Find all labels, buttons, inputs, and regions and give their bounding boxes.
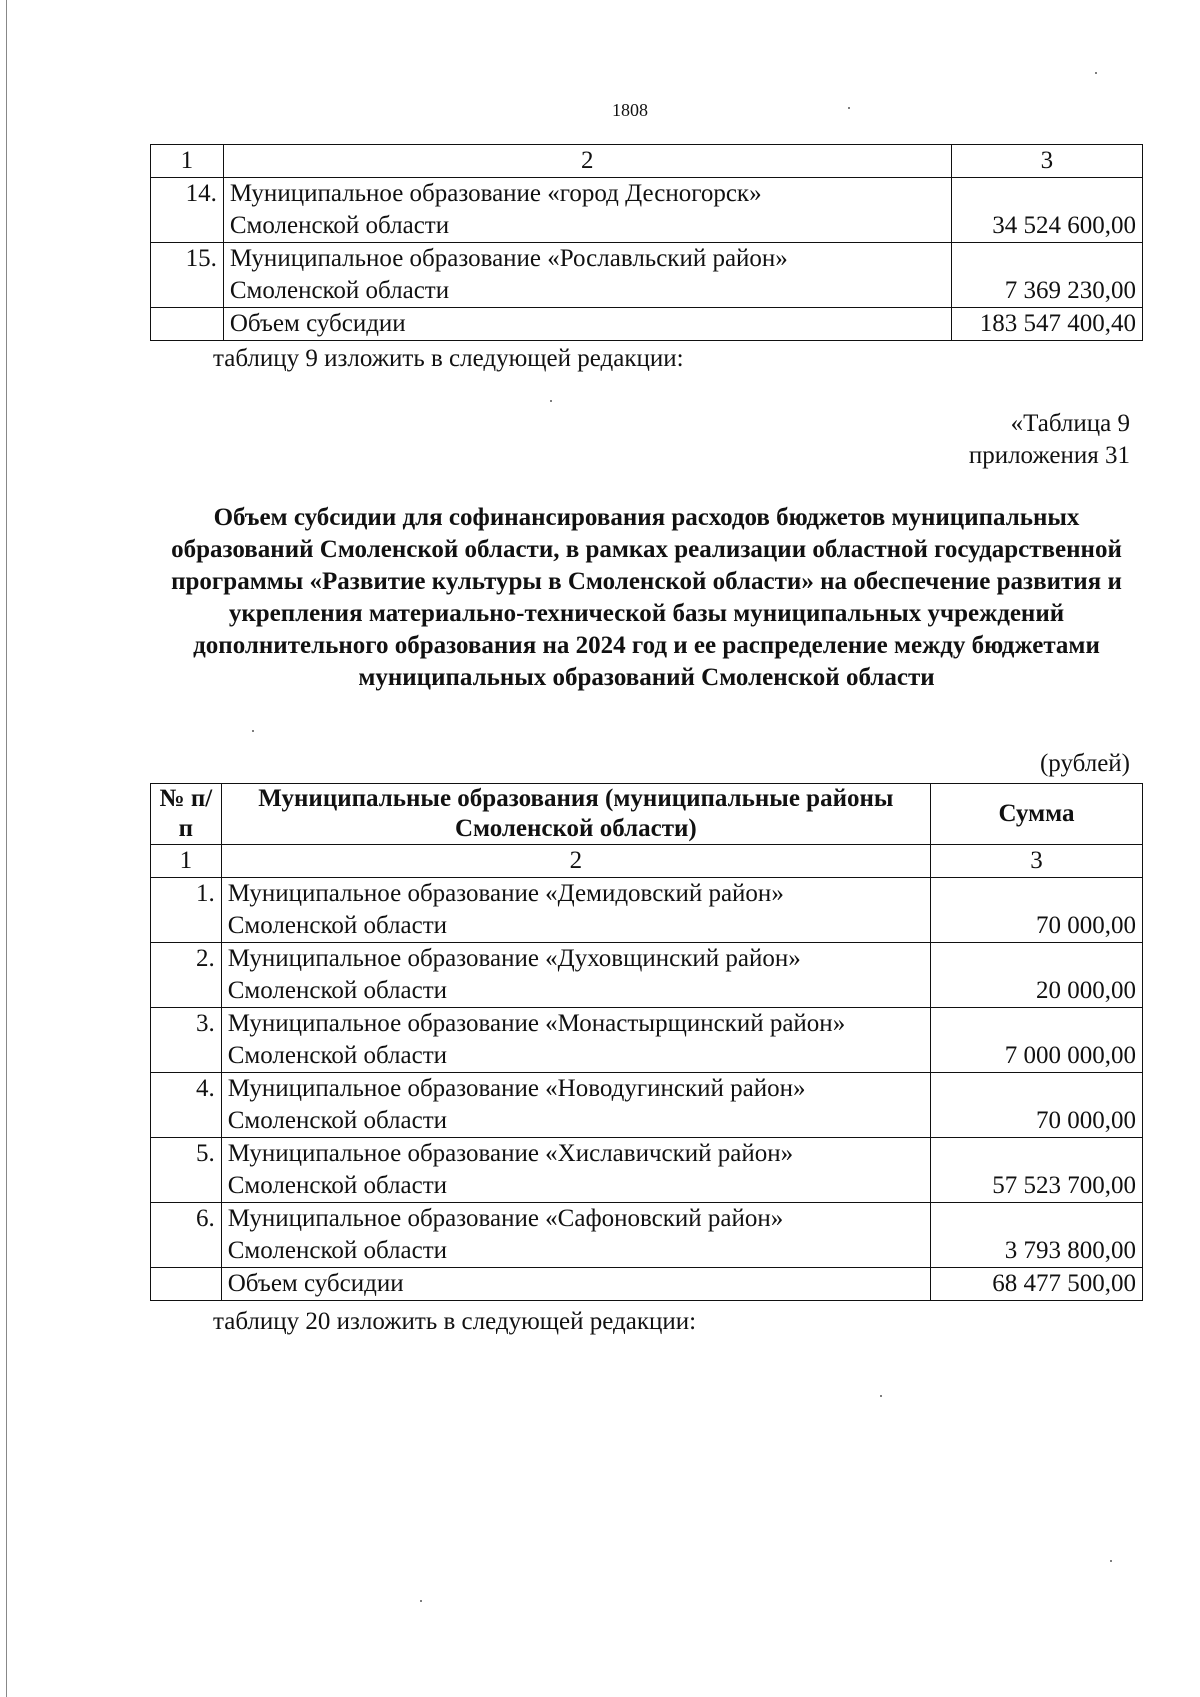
total-row xyxy=(151,1268,1143,1301)
column-number: 1 xyxy=(151,845,222,878)
table-row xyxy=(151,1008,1143,1073)
total-amount: 183 547 400,40 xyxy=(951,308,1142,341)
subsidy-amount: 7 369 230,00 xyxy=(951,243,1142,308)
municipality-region-line: Смоленской области xyxy=(227,1172,448,1199)
total-amount: 68 477 500,00 xyxy=(930,1268,1142,1301)
row-number: 3. xyxy=(151,1008,222,1073)
scan-speck xyxy=(1095,72,1097,74)
row-number: 4. xyxy=(151,1073,222,1138)
municipality-region-line: Смоленской области xyxy=(227,1237,448,1264)
previous-table xyxy=(150,144,1143,341)
subsidy-amount: 3 793 800,00 xyxy=(930,1203,1142,1268)
empty-cell xyxy=(151,1268,222,1301)
table-row xyxy=(151,1203,1143,1268)
empty-cell xyxy=(151,308,224,341)
total-label: Объем субсидии xyxy=(223,308,951,341)
column-number-row xyxy=(151,845,1143,878)
scan-speck xyxy=(880,1395,882,1397)
column-number: 2 xyxy=(223,145,951,178)
scan-edge xyxy=(6,0,7,1697)
row-number: 2. xyxy=(151,943,222,1008)
units-label: (рублей) xyxy=(1039,750,1130,777)
scan-speck xyxy=(848,107,850,109)
municipality-name-line: Муниципальное образование «Новодугинский район» xyxy=(227,1075,806,1102)
municipality-name-line: Муниципальное образование «Хиславичский район» xyxy=(227,1140,794,1167)
column-number: 1 xyxy=(151,145,224,178)
column-number: 3 xyxy=(930,845,1142,878)
table-row xyxy=(151,1073,1143,1138)
column-number-row xyxy=(151,145,1143,178)
municipality-region-line: Смоленской области xyxy=(229,212,450,239)
municipality-name xyxy=(221,878,930,943)
subsidy-amount: 70 000,00 xyxy=(930,878,1142,943)
municipality-name xyxy=(223,243,951,308)
total-label: Объем субсидии xyxy=(221,1268,930,1301)
subsidy-amount: 7 000 000,00 xyxy=(930,1008,1142,1073)
municipality-region-line: Смоленской области xyxy=(227,1107,448,1134)
municipality-region-line: Смоленской области xyxy=(227,977,448,1004)
header-row xyxy=(151,784,1143,845)
municipality-name xyxy=(221,1073,930,1138)
municipality-name-line: Муниципальное образование «Демидовский район» xyxy=(227,880,784,907)
municipality-region-line: Смоленской области xyxy=(227,912,448,939)
header-number: № п/п xyxy=(151,784,222,845)
municipality-region-line: Смоленской области xyxy=(229,277,450,304)
total-row xyxy=(151,308,1143,341)
column-number: 2 xyxy=(221,845,930,878)
header-municipality: Муниципальные образования (муниципальные районы Смоленской области) xyxy=(221,784,930,845)
municipality-name-line: Муниципальное образование «Сафоновский район» xyxy=(227,1205,784,1232)
row-number: 6. xyxy=(151,1203,222,1268)
table-row xyxy=(151,243,1143,308)
municipality-name xyxy=(221,943,930,1008)
instruction-text: таблицу 20 изложить в следующей редакции: xyxy=(213,1308,697,1335)
table-caption-appendix: приложения 31 xyxy=(968,442,1130,469)
municipality-name xyxy=(221,1138,930,1203)
municipality-name xyxy=(221,1203,930,1268)
instruction-text: таблицу 9 изложить в следующей редакции: xyxy=(213,345,684,372)
subsidy-amount: 20 000,00 xyxy=(930,943,1142,1008)
header-sum: Сумма xyxy=(930,784,1142,845)
table-row xyxy=(151,943,1143,1008)
scan-speck xyxy=(1110,1560,1112,1562)
scan-speck xyxy=(420,1600,422,1602)
row-number: 1. xyxy=(151,878,222,943)
table-title: Объем субсидии для софинансирования расходов бюджетов муниципальных образований Смоленской области, в рамках реализации областной государственной программы «Развитие культуры в Смоленской области» на обеспечение развития и укрепления материально-технической базы муниципальных учреждений дополнительного образования на 2024 год и ее распределение между бюджетами муниципальных образований Смоленской области xyxy=(171,504,1122,691)
column-number: 3 xyxy=(951,145,1142,178)
table-row xyxy=(151,1138,1143,1203)
municipality-region-line: Смоленской области xyxy=(227,1042,448,1069)
table-row xyxy=(151,878,1143,943)
row-number: 15. xyxy=(151,243,224,308)
table-caption-number: «Таблица 9 xyxy=(1010,410,1130,437)
subsidy-amount: 34 524 600,00 xyxy=(951,178,1142,243)
subsidy-table xyxy=(150,783,1143,1301)
page-number: 1808 xyxy=(612,100,648,120)
municipality-name-line: Муниципальное образование «Монастырщинский район» xyxy=(227,1010,846,1037)
scan-speck xyxy=(550,400,552,402)
subsidy-amount: 70 000,00 xyxy=(930,1073,1142,1138)
row-number: 5. xyxy=(151,1138,222,1203)
municipality-name-line: Муниципальное образование «Духовщинский район» xyxy=(227,945,801,972)
municipality-name xyxy=(223,178,951,243)
subsidy-amount: 57 523 700,00 xyxy=(930,1138,1142,1203)
table-row xyxy=(151,178,1143,243)
municipality-name-line: Муниципальное образование «Рославльский район» xyxy=(229,245,788,272)
municipality-name xyxy=(221,1008,930,1073)
municipality-name-line: Муниципальное образование «город Десногорск» xyxy=(229,180,762,207)
scan-speck xyxy=(252,730,254,732)
row-number: 14. xyxy=(151,178,224,243)
